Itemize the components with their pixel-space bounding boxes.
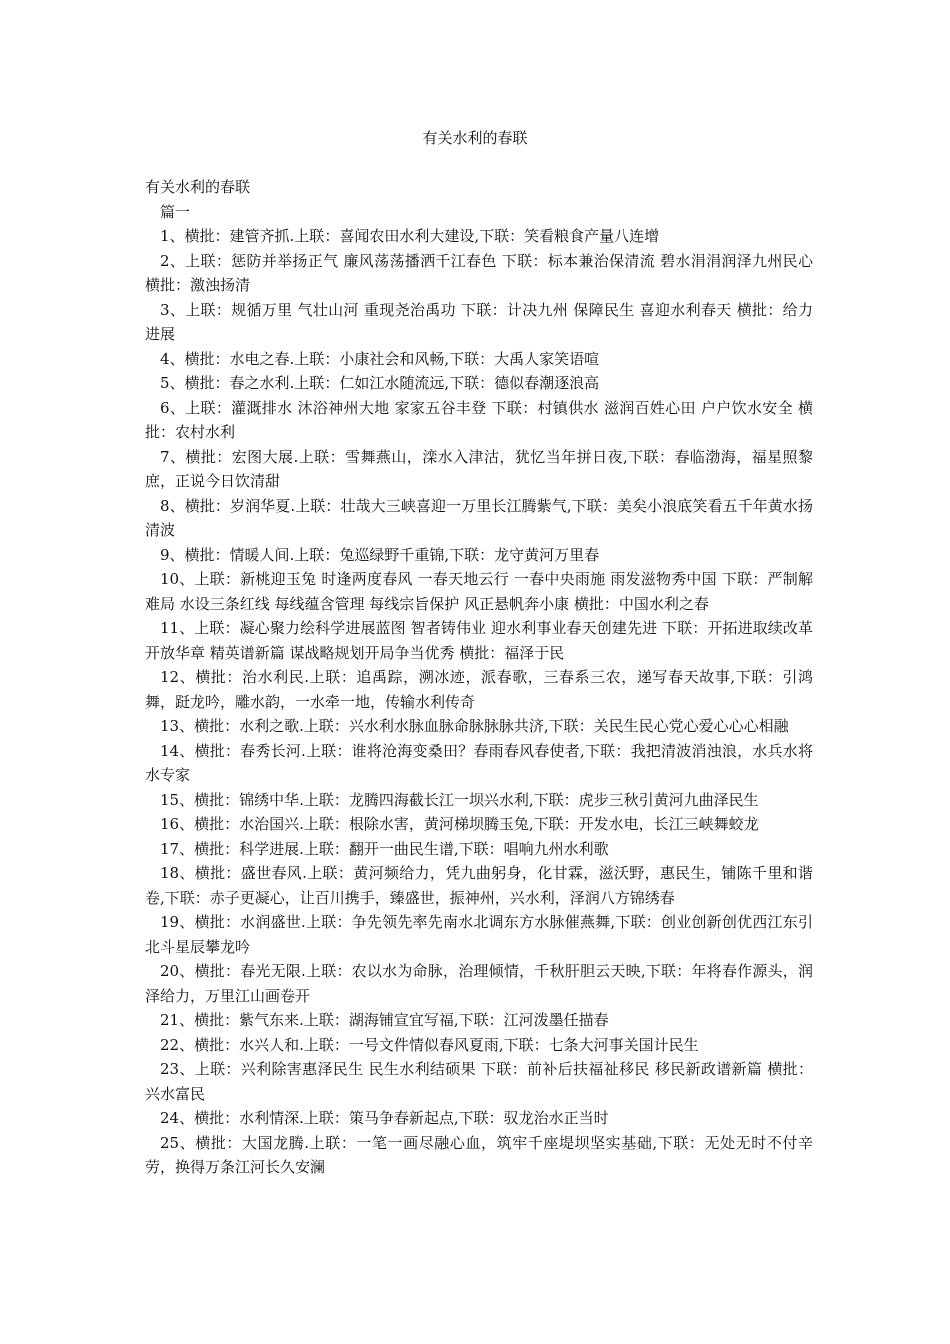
section-label: 篇一 xyxy=(160,202,191,221)
couplet-item: 12、横批：治水利民.上联：追禹踪，溯冰迹，派春歌，三春系三农，递写春天故事,下联：引鸿舞，跹龙吟，雕水韵，一水牵一地，传输水利传奇 xyxy=(145,668,813,711)
document-heading: 有关水利的春联 xyxy=(145,178,251,196)
couplet-item: 9、横批：情暖人间.上联：兔巡绿野千重锦,下联：龙守黄河万里春 xyxy=(160,545,600,564)
couplet-item: 25、横批：大国龙腾.上联：一笔一画尽融心血，筑牢千座堤坝坚实基础,下联：无处无时不付辛劳，换得万条江河长久安澜 xyxy=(145,1133,813,1176)
couplet-item: 5、横批：春之水利.上联：仁如江水随流远,下联：德似春潮逐浪高 xyxy=(160,374,600,392)
couplet-item: 15、横批：锦绣中华.上联：龙腾四海截长江一坝兴水利,下联：虎步三秋引黄河九曲泽民生 xyxy=(160,790,759,809)
couplet-item: 23、上联：兴利除害惠泽民生 民生水利结硕果 下联：前补后扶福祉移民 移民新政谱新篇 横批：兴水富民 xyxy=(145,1060,813,1103)
couplet-item: 16、横批：水治国兴.上联：根除水害，黄河梯坝腾玉兔,下联：开发水电，长江三峡舞蛟龙 xyxy=(160,815,759,833)
couplet-item: 10、上联：新桃迎玉兔 时逢两度春风 一春天地云行 一春中央雨施 雨发滋物秀中国 下联：严制解难局 水设三条红线 每线蕴含管理 每线宗旨保护 风正悬帆奔小康 横批：中国水利之春 xyxy=(145,570,813,613)
couplet-item: 21、横批：紫气东来.上联：湖海铺宣宜写福,下联：江河泼墨任描春 xyxy=(160,1011,609,1029)
couplet-item: 14、横批：春秀长河.上联：谁将沧海变桑田？春雨春风春使者,下联：我把清波消浊浪，水兵水将水专家 xyxy=(145,741,813,784)
couplet-item: 17、横批：科学进展.上联：翻开一曲民生谱,下联：唱响九州水利歌 xyxy=(160,839,609,858)
couplet-item: 4、横批：水电之春.上联：小康社会和风畅,下联：大禹人家笑语喧 xyxy=(160,349,600,368)
couplet-item: 11、上联：凝心聚力绘科学进展蓝图 智者铸伟业 迎水利事业春天创建先进 下联：开拓进取续改革开放华章 精英谱新篇 谋战略规划开局争当优秀 横批：福泽于民 xyxy=(145,619,813,662)
document-body xyxy=(145,175,813,1180)
couplet-item: 3、上联：规循万里 气壮山河 重现尧治禹功 下联：计决九州 保障民生 喜迎水利春天 横批：给力进展 xyxy=(145,300,813,343)
couplet-item: 19、横批：水润盛世.上联：争先领先率先南水北调东方水脉催燕舞,下联：创业创新创优西江东引北斗星辰攀龙吟 xyxy=(145,913,813,956)
couplet-item: 7、横批：宏图大展.上联：雪舞燕山，滦水入津沽，犹忆当年拼日夜,下联：春临渤海，福星照黎庶，正说今日饮清甜 xyxy=(145,447,813,490)
couplet-item: 6、上联：灌溉排水 沐浴神州大地 家家五谷丰登 下联：村镇供水 滋润百姓心田 户户饮水安全 横批：农村水利 xyxy=(145,398,813,441)
page-title: 有关水利的春联 xyxy=(422,129,528,147)
couplet-item: 1、横批：建管齐抓.上联：喜闻农田水利大建设,下联：笑看粮食产量八连增 xyxy=(160,227,660,245)
couplet-item: 13、横批：水利之歌.上联：兴水利水脉血脉命脉脉脉共济,下联：关民生民心党心爱心心心相融 xyxy=(160,717,789,735)
couplet-item: 18、横批：盛世春风.上联：黄河频给力，凭九曲躬身，化甘霖，滋沃野，惠民生，铺陈千里和谐卷,下联：赤子更凝心，让百川携手，臻盛世，振神州，兴水利，泽润八方锦绣春 xyxy=(145,864,813,907)
couplet-item: 24、横批：水利情深.上联：策马争春新起点,下联：驭龙治水正当时 xyxy=(160,1109,609,1127)
couplet-item: 8、横批：岁润华夏.上联：壮哉大三峡喜迎一万里长江腾紫气,下联：美矣小浪底笑看五千年黄水扬清波 xyxy=(145,496,813,539)
couplet-item: 22、横批：水兴人和.上联：一号文件情似春风夏雨,下联：七条大河事关国计民生 xyxy=(160,1035,699,1054)
couplet-item: 20、横批：春光无限.上联：农以水为命脉，治理倾情，千秋肝胆云天映,下联：年将春作源头，润泽给力，万里江山画卷开 xyxy=(145,962,813,1005)
couplet-item: 2、上联：惩防并举扬正气 廉风荡荡播洒千江春色 下联：标本兼治保清流 碧水涓涓润泽九州民心 横批：激浊扬清 xyxy=(145,251,813,294)
